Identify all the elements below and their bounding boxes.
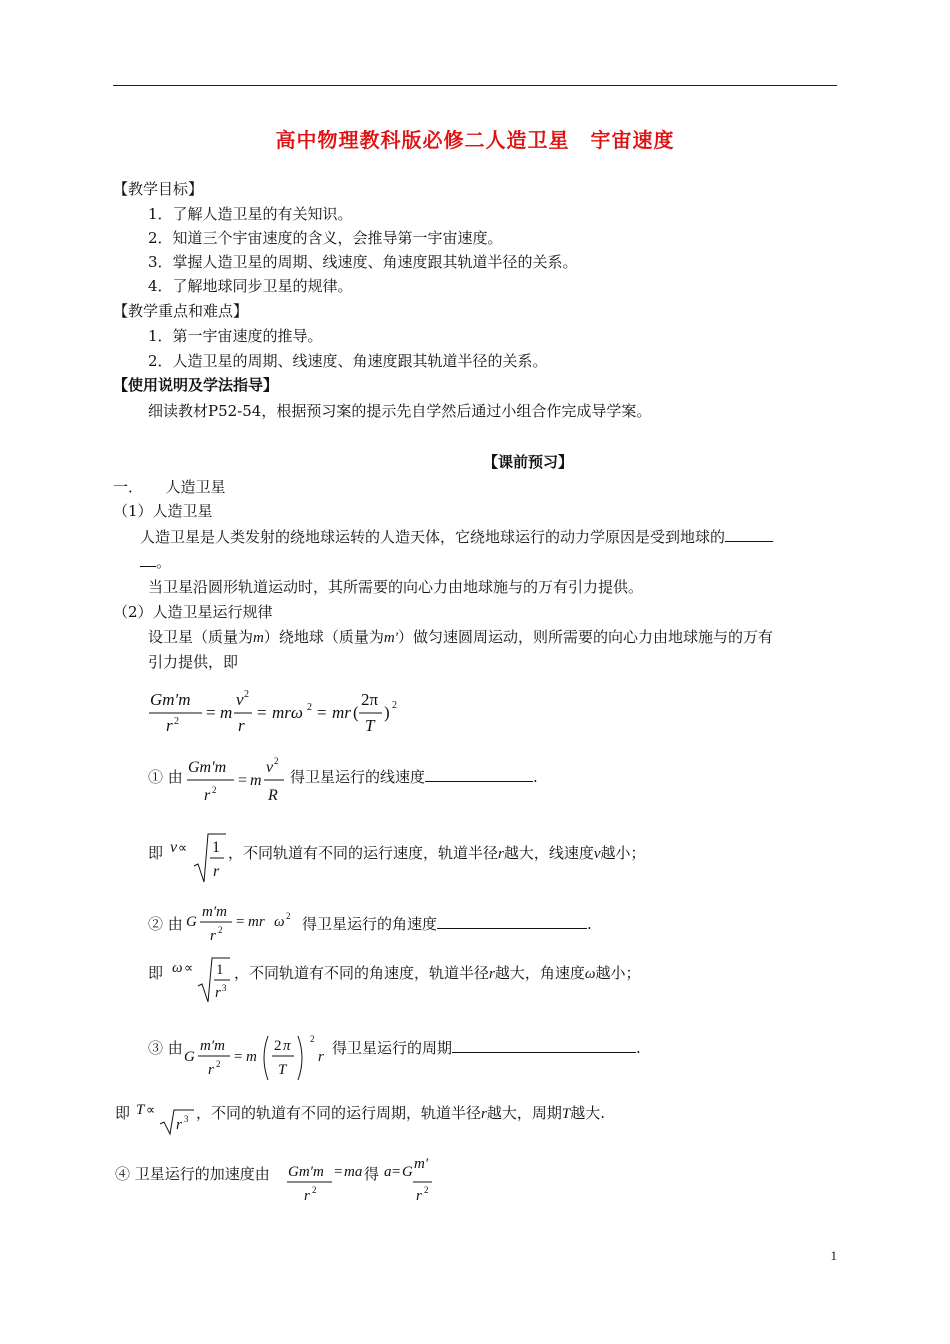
item-2-note: 即 bbox=[148, 964, 164, 982]
svg-text:G: G bbox=[184, 1049, 195, 1065]
svg-text:v: v bbox=[170, 839, 178, 856]
svg-text:Gm′m: Gm′m bbox=[188, 759, 227, 776]
item-3: ③ 由 bbox=[148, 1039, 183, 1057]
svg-text:2: 2 bbox=[174, 716, 179, 727]
svg-text:r: r bbox=[176, 1117, 182, 1133]
answer-blank[interactable] bbox=[725, 527, 773, 542]
svg-text:T: T bbox=[365, 716, 375, 735]
svg-text:r: r bbox=[304, 1188, 310, 1204]
item-4-formula-a bbox=[286, 1156, 363, 1208]
svg-text:r: r bbox=[204, 787, 211, 804]
svg-text:ω: ω bbox=[274, 914, 285, 930]
header-rule bbox=[113, 85, 837, 86]
item-4: ④ 卫星运行的加速度由 bbox=[115, 1165, 270, 1183]
item-2: ② 由 bbox=[148, 915, 183, 933]
item-3-note-text: ，不同的轨道有不同的运行周期，轨道半径r越大，周期T越大. bbox=[196, 1104, 605, 1122]
item-3-formula bbox=[184, 1030, 332, 1086]
svg-text:2: 2 bbox=[307, 702, 312, 713]
svg-text:=: = bbox=[392, 1164, 401, 1180]
gravitation-equation bbox=[146, 684, 426, 740]
answer-blank[interactable] bbox=[452, 1038, 636, 1053]
item-3-note: 即 bbox=[115, 1104, 131, 1122]
paragraph-cont: 。 bbox=[140, 551, 171, 572]
paragraph: 当卫星沿圆形轨道运动时，其所需要的向心力由地球施与的万有引力提供。 bbox=[148, 578, 644, 596]
svg-text:mrω: mrω bbox=[272, 703, 303, 722]
paragraph: 引力提供，即 bbox=[148, 653, 239, 671]
item-4-formula-b bbox=[382, 1156, 442, 1208]
svg-text:=: = bbox=[257, 703, 267, 722]
svg-text:3: 3 bbox=[184, 1114, 189, 1124]
key-item: 2．人造卫星的周期、线速度、角速度跟其轨道半径的关系。 bbox=[148, 352, 548, 370]
answer-blank[interactable] bbox=[437, 914, 587, 929]
svg-text:m′: m′ bbox=[414, 1156, 429, 1172]
answer-blank[interactable] bbox=[140, 552, 156, 567]
svg-text:∝: ∝ bbox=[178, 840, 188, 855]
goal-item: 1．了解人造卫星的有关知识。 bbox=[148, 205, 353, 223]
paragraph: 设卫星（质量为m）绕地球（质量为m′）做匀速圆周运动，则所需要的向心力由地球施与的万有 bbox=[148, 628, 774, 646]
svg-text:3: 3 bbox=[222, 983, 227, 993]
svg-text:r: r bbox=[213, 863, 220, 880]
svg-text:1: 1 bbox=[212, 839, 220, 856]
svg-text:(: ( bbox=[353, 703, 359, 722]
svg-text:=: = bbox=[236, 914, 245, 930]
usage-text: 细读教材P52-54，根据预习案的提示先自学然后通过小组合作完成导学案。 bbox=[148, 402, 652, 420]
preview-header: 【课前预习】 bbox=[483, 453, 574, 471]
svg-text:=: = bbox=[206, 703, 216, 722]
item-2-proportional bbox=[170, 954, 234, 1006]
svg-text:m: m bbox=[246, 1049, 257, 1065]
svg-text:∝: ∝ bbox=[146, 1102, 156, 1117]
svg-text:2: 2 bbox=[218, 925, 223, 935]
item-1-note-text: ，不同轨道有不同的运行速度，轨道半径r越大，线速度v越小； bbox=[228, 844, 646, 862]
svg-text:m′m: m′m bbox=[200, 1038, 225, 1054]
svg-text:v: v bbox=[236, 690, 244, 709]
svg-text:m: m bbox=[250, 772, 262, 789]
svg-text:2: 2 bbox=[424, 1185, 429, 1195]
svg-text:=: = bbox=[317, 703, 327, 722]
svg-text:=: = bbox=[234, 1049, 243, 1065]
svg-text:Gm′m: Gm′m bbox=[288, 1164, 324, 1180]
subsection-heading: （2）人造卫星运行规律 bbox=[113, 603, 273, 621]
answer-blank[interactable] bbox=[425, 767, 533, 782]
svg-text:2: 2 bbox=[274, 756, 279, 766]
svg-text:mr: mr bbox=[248, 914, 265, 930]
svg-text:2: 2 bbox=[310, 1034, 315, 1044]
item-1-text: 得卫星运行的线速度 . bbox=[290, 768, 538, 786]
svg-text:m: m bbox=[220, 703, 233, 722]
svg-text:r: r bbox=[318, 1049, 324, 1065]
svg-text:2: 2 bbox=[286, 911, 291, 921]
svg-text:r: r bbox=[215, 985, 221, 1001]
svg-text:2: 2 bbox=[274, 1038, 282, 1054]
svg-text:2π: 2π bbox=[361, 690, 379, 709]
key-header: 【教学重点和难点】 bbox=[113, 302, 249, 320]
item-1: ① 由 bbox=[148, 768, 183, 786]
svg-text:π: π bbox=[283, 1038, 291, 1054]
svg-text:r: r bbox=[416, 1188, 422, 1204]
svg-text:ma: ma bbox=[344, 1164, 363, 1180]
svg-text:=: = bbox=[238, 772, 248, 789]
subsection-heading: （1）人造卫星 bbox=[113, 502, 213, 520]
svg-text:T: T bbox=[136, 1102, 145, 1118]
svg-text:2: 2 bbox=[216, 1059, 221, 1069]
item-1-formula bbox=[186, 750, 290, 810]
item-2-text: 得卫星运行的角速度 . bbox=[302, 915, 592, 933]
page-number: 1 bbox=[830, 1248, 837, 1263]
item-2-formula bbox=[186, 898, 302, 950]
svg-text:r: r bbox=[210, 928, 216, 944]
goal-item: 3．掌握人造卫星的周期、线速度、角速度跟其轨道半径的关系。 bbox=[148, 253, 578, 271]
svg-text:r: r bbox=[238, 716, 245, 735]
svg-text:mr: mr bbox=[332, 703, 351, 722]
svg-text:Gm′m: Gm′m bbox=[150, 690, 191, 709]
svg-text:1: 1 bbox=[216, 962, 224, 978]
svg-text:a: a bbox=[384, 1164, 392, 1180]
svg-text:v: v bbox=[266, 759, 274, 776]
svg-text:R: R bbox=[268, 787, 278, 804]
svg-text:ω: ω bbox=[172, 960, 183, 976]
svg-text:m′m: m′m bbox=[202, 904, 227, 920]
usage-header: 【使用说明及学法指导】 bbox=[113, 376, 279, 394]
svg-text:r: r bbox=[166, 716, 173, 735]
svg-text:∝: ∝ bbox=[184, 960, 194, 975]
svg-text:G: G bbox=[402, 1164, 413, 1180]
svg-text:2: 2 bbox=[392, 700, 397, 711]
svg-text:T: T bbox=[278, 1062, 287, 1078]
svg-text:r: r bbox=[208, 1062, 214, 1078]
item-1-note: 即 bbox=[148, 844, 164, 862]
svg-text:G: G bbox=[186, 914, 197, 930]
paragraph: 人造卫星是人类发射的绕地球运转的人造天体，它绕地球运行的动力学原因是受到地球的 bbox=[140, 526, 773, 547]
goal-item: 2．知道三个宇宙速度的含义，会推导第一宇宙速度。 bbox=[148, 229, 503, 247]
svg-text:2: 2 bbox=[312, 1185, 317, 1195]
item-1-proportional bbox=[168, 830, 230, 886]
goals-header: 【教学目标】 bbox=[113, 180, 204, 198]
item-3-proportional bbox=[134, 1098, 196, 1138]
item-4-text: 得 bbox=[364, 1165, 380, 1183]
svg-text:2: 2 bbox=[244, 689, 249, 700]
svg-text:=: = bbox=[334, 1164, 343, 1180]
item-2-note-text: ，不同轨道有不同的角速度，轨道半径r越大，角速度ω越小； bbox=[234, 964, 641, 982]
key-item: 1．第一宇宙速度的推导。 bbox=[148, 327, 323, 345]
page-title: 高中物理教科版必修二人造卫星 宇宙速度 bbox=[275, 128, 675, 152]
item-3-text: 得卫星运行的周期 . bbox=[332, 1039, 641, 1057]
section-heading: 一． 人造卫星 bbox=[113, 478, 226, 496]
goal-item: 4．了解地球同步卫星的规律。 bbox=[148, 277, 353, 295]
svg-text:): ) bbox=[384, 703, 390, 722]
svg-text:2: 2 bbox=[212, 785, 217, 795]
